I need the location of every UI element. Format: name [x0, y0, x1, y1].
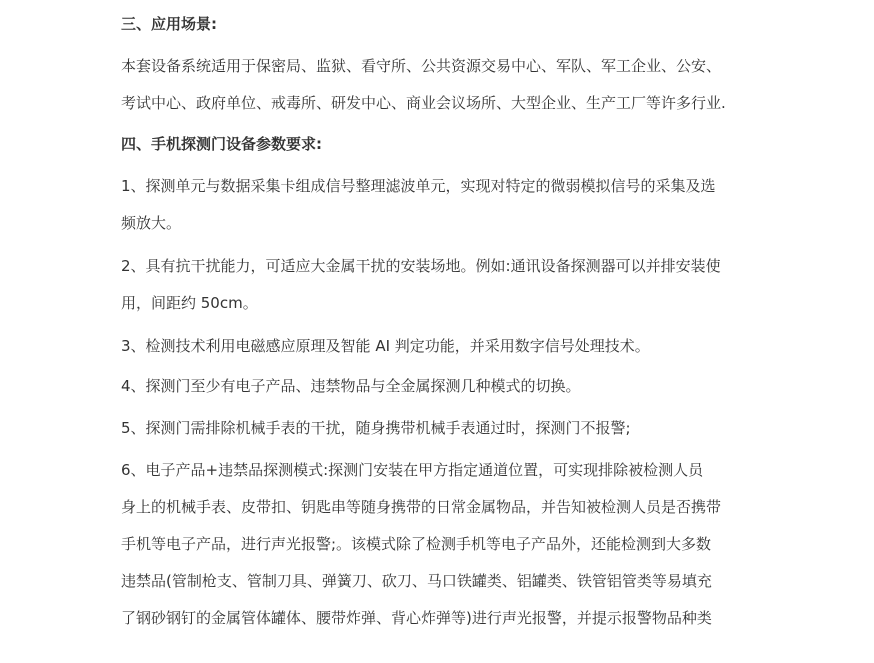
paragraph-line: 3、检测技术利用电磁感应原理及智能 AI 判定功能，并采用数字信号处理技术。 [121, 337, 650, 355]
paragraph-line: 身上的机械手表、皮带扣、钥匙串等随身携带的日常金属物品，并告知被检测人员是否携带 [121, 498, 722, 516]
paragraph-line: 考试中心、政府单位、戒毒所、研发中心、商业会议场所、大型企业、生产工厂等许多行业. [121, 94, 726, 112]
requirement-item-4 [121, 368, 761, 405]
paragraph-line: 违禁品(管制枪支、管制刀具、弹簧刀、砍刀、马口铁罐类、铝罐类、铁管铝管类等易填充 [121, 572, 712, 590]
paragraph-line: 频放大。 [121, 214, 182, 232]
paragraph-line: 5、探测门需排除机械手表的干扰，随身携带机械手表通过时，探测门不报警; [121, 419, 631, 437]
paragraph-line: 本套设备系统适用于保密局、监狱、看守所、公共资源交易中心、军队、军工企业、公安、 [121, 57, 722, 75]
paragraph-line: 4、探测门至少有电子产品、违禁物品与全金属探测几种模式的切换。 [121, 377, 581, 395]
paragraph-line: 6、电子产品+违禁品探测模式:探测门安装在甲方指定通道位置，可实现排除被检测人员 [121, 461, 704, 479]
requirement-item-3 [121, 328, 761, 365]
paragraph-line: 2、具有抗干扰能力，可适应大金属干扰的安装场地。例如:通讯设备探测器可以并排安装使 [121, 257, 721, 275]
paragraph-application [121, 48, 761, 122]
paragraph-line: 用，间距约 50cm。 [121, 294, 258, 312]
requirement-item-6 [121, 452, 761, 637]
section-heading-requirements: 四、手机探测门设备参数要求: [121, 135, 322, 153]
paragraph-line: 手机等电子产品，进行声光报警;。该模式除了检测手机等电子产品外，还能检测到大多数 [121, 535, 712, 553]
paragraph-line: 了钢砂钢钉的金属管体罐体、腰带炸弹、背心炸弹等)进行声光报警，并提示报警物品种类 [121, 609, 712, 627]
paragraph-line: 1、探测单元与数据采集卡组成信号整理滤波单元，实现对特定的微弱模拟信号的采集及选 [121, 177, 716, 195]
section-heading-application: 三、应用场景: [121, 15, 217, 33]
requirement-item-2 [121, 248, 761, 322]
requirement-item-1 [121, 168, 761, 242]
requirement-item-5 [121, 410, 761, 447]
